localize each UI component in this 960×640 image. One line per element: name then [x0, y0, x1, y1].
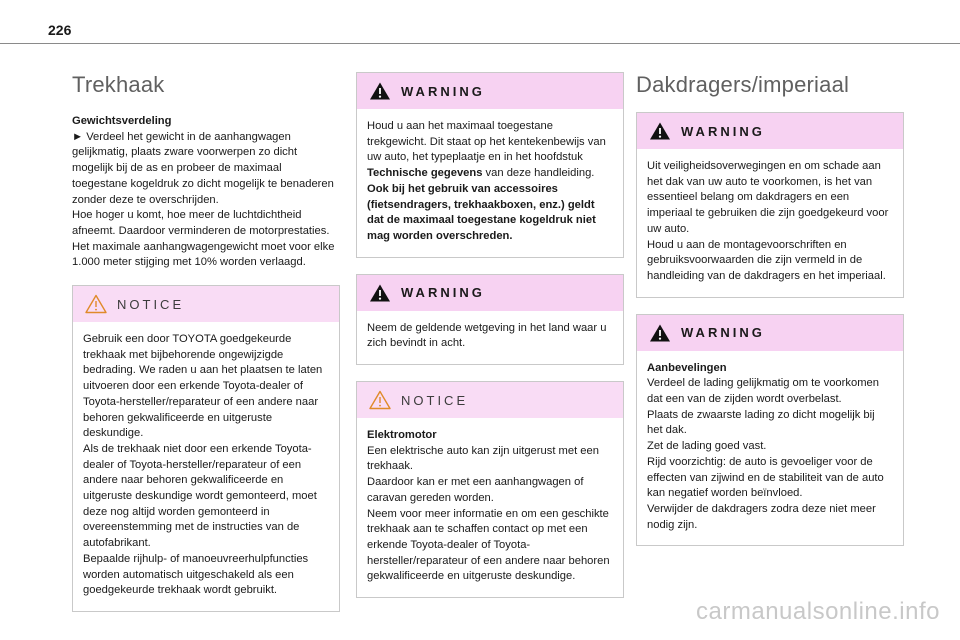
- bullet-arrow-icon: ►: [72, 130, 84, 143]
- watermark: carmanualsonline.info: [696, 598, 940, 625]
- warning-text-technical-data: Technische gegevens: [367, 167, 483, 180]
- notice-header: [73, 286, 339, 322]
- warning-content: [357, 311, 623, 364]
- recommendation-4: Rijd voorzichtig: de auto is gevoeliger voor de effecten van zijwind en de stabiliteit van de auto kan negatief worden beïnvloed.: [647, 455, 884, 500]
- notice-paragraph-1: Gebruik een door TOYOTA goedgekeurde trekhaak met bijbehorende ongewijzigde bedrading. We raden u aan het plaatsen te laten uitvoeren door een erkende Toyota-dealer of Toyota-hersteller/reparateur of een andere naar behoren gekwalificeerde en uitgeruste deskundige.: [83, 333, 323, 440]
- warning-triangle-icon: [649, 323, 671, 343]
- recommendation-3: Zet de lading goed vast.: [647, 440, 767, 453]
- warning-text-part-3: van deze handleiding.: [482, 167, 595, 180]
- notice-paragraph-3: Neem voor meer informatie en om een geschikte trekhaak aan te schaffen contact op met een erkende Toyota-dealer of Toyota-hersteller/reparateur of een andere naar behoren gekwalificeerde en uitgeruste deskundige.: [367, 507, 610, 583]
- recommendation-2: Plaats de zwaarste lading zo dicht mogelijk bij het dak.: [647, 408, 875, 437]
- warning-header: [357, 73, 623, 109]
- column-trekhaak: [72, 72, 340, 612]
- page-number: 226: [48, 22, 72, 38]
- weight-distribution-text: [72, 114, 340, 271]
- warning-content: [357, 109, 623, 257]
- header-rule: [0, 43, 960, 44]
- warning-box-legislation: [356, 274, 624, 365]
- altitude-body: Hoe hoger u komt, hoe meer de luchtdichtheid afneemt. Daardoor verminderen de motorprestaties. Het maximale aanhangwagengewicht moet voor elke 1.000 meter stijging met 10% worden verlaagd.: [72, 209, 335, 269]
- notice-box-electric-motor: [356, 381, 624, 598]
- legislation-text: Neem de geldende wetgeving in het land waar u zich bevindt in acht.: [367, 321, 607, 350]
- warning-box-towing-weight: [356, 72, 624, 258]
- warning-triangle-icon: [649, 121, 671, 141]
- warning-header: [637, 113, 903, 149]
- column-warnings: [356, 72, 624, 598]
- warning-box-roof-safety: [636, 112, 904, 298]
- notice-label: NOTICE: [117, 296, 185, 312]
- notice-box-trekhaak: [72, 285, 340, 612]
- warning-box-recommendations: [636, 314, 904, 547]
- recommendation-5: Verwijder de dakdragers zodra deze niet meer nodig zijn.: [647, 502, 876, 531]
- warning-label: WARNING: [681, 325, 765, 341]
- warning-paragraph-1: Uit veiligheidsoverwegingen en om schade aan het dak van uw auto te voorkomen, is het van essentieel belang om dakdragers en een imperiaal te gebruiken die zijn goedgekeurd voor uw auto.: [647, 160, 889, 235]
- warning-paragraph-2: Houd u aan de montagevoorschriften en gebruiksvoorwaarden die zijn vermeld in de handleiding van de dakdragers en het imperiaal.: [647, 238, 886, 282]
- notice-paragraph-1: Een elektrische auto kan zijn uitgerust met een trekhaak.: [367, 444, 599, 473]
- warning-accessories-text: Ook bij het gebruik van accessoires (fietsendragers, trekhaakboxen, enz.) geldt dat de maximaal toegestane kogeldruk niet mag worden overschreden.: [367, 182, 596, 242]
- caution-triangle-icon: [85, 294, 107, 314]
- notice-paragraph-2: Als de trekhaak niet door een erkende Toyota-dealer of Toyota-hersteller/reparateur of een andere naar behoren gekwalificeerde en uitgeruste deskundige wordt gemonteerd, moet deze nog altijd worden gemonteerd in overeenstemming met de instructies van de autofabrikant.: [83, 442, 317, 550]
- notice-content: [73, 322, 339, 611]
- section-title-dakdragers: Dakdragers/imperiaal: [636, 72, 850, 97]
- notice-paragraph-2: Daardoor kan er met een aanhangwagen of caravan gereden worden.: [367, 476, 584, 504]
- subheading-weight-distribution: Gewichtsverdeling: [72, 115, 172, 127]
- warning-header: [637, 315, 903, 351]
- warning-triangle-icon: [369, 283, 391, 303]
- warning-label: WARNING: [401, 285, 485, 301]
- notice-label: NOTICE: [401, 392, 469, 408]
- warning-triangle-icon: [369, 81, 391, 101]
- warning-header: [357, 275, 623, 311]
- warning-heading-recommendations: Aanbevelingen: [647, 361, 727, 374]
- warning-content: [637, 351, 903, 546]
- weight-distribution-body: Verdeel het gewicht in de aanhangwagen gelijkmatig, plaats zware voorwerpen zo dicht mogelijk bij de as en probeer de maximaal toegestane kogeldruk zo dicht mogelijk te benaderen zonder deze te overschrijden.: [72, 130, 334, 206]
- warning-content: [637, 149, 903, 297]
- notice-heading-electric-motor: Elektromotor: [367, 429, 437, 442]
- notice-content: [357, 418, 623, 597]
- caution-triangle-icon: [369, 390, 391, 410]
- warning-label: WARNING: [401, 83, 485, 99]
- notice-paragraph-3: Bepaalde rijhulp- of manoeuvreerhulpfuncties worden automatisch uitgeschakeld als een goedgekeurde trekhaak wordt gebruikt.: [83, 552, 309, 597]
- section-title-trekhaak: Trekhaak: [72, 72, 165, 97]
- notice-header: [357, 382, 623, 418]
- column-dakdragers: [636, 72, 904, 546]
- warning-label: WARNING: [681, 123, 765, 139]
- recommendation-1: Verdeel de lading gelijkmatig om te voorkomen dat een van de zijden wordt overbelast.: [647, 377, 879, 406]
- warning-text-part-1: Houd u aan het maximaal toegestane trekgewicht. Dit staat op het kentekenbewijs van uw auto, het typeplaatje en in het hoofdstuk: [367, 120, 606, 164]
